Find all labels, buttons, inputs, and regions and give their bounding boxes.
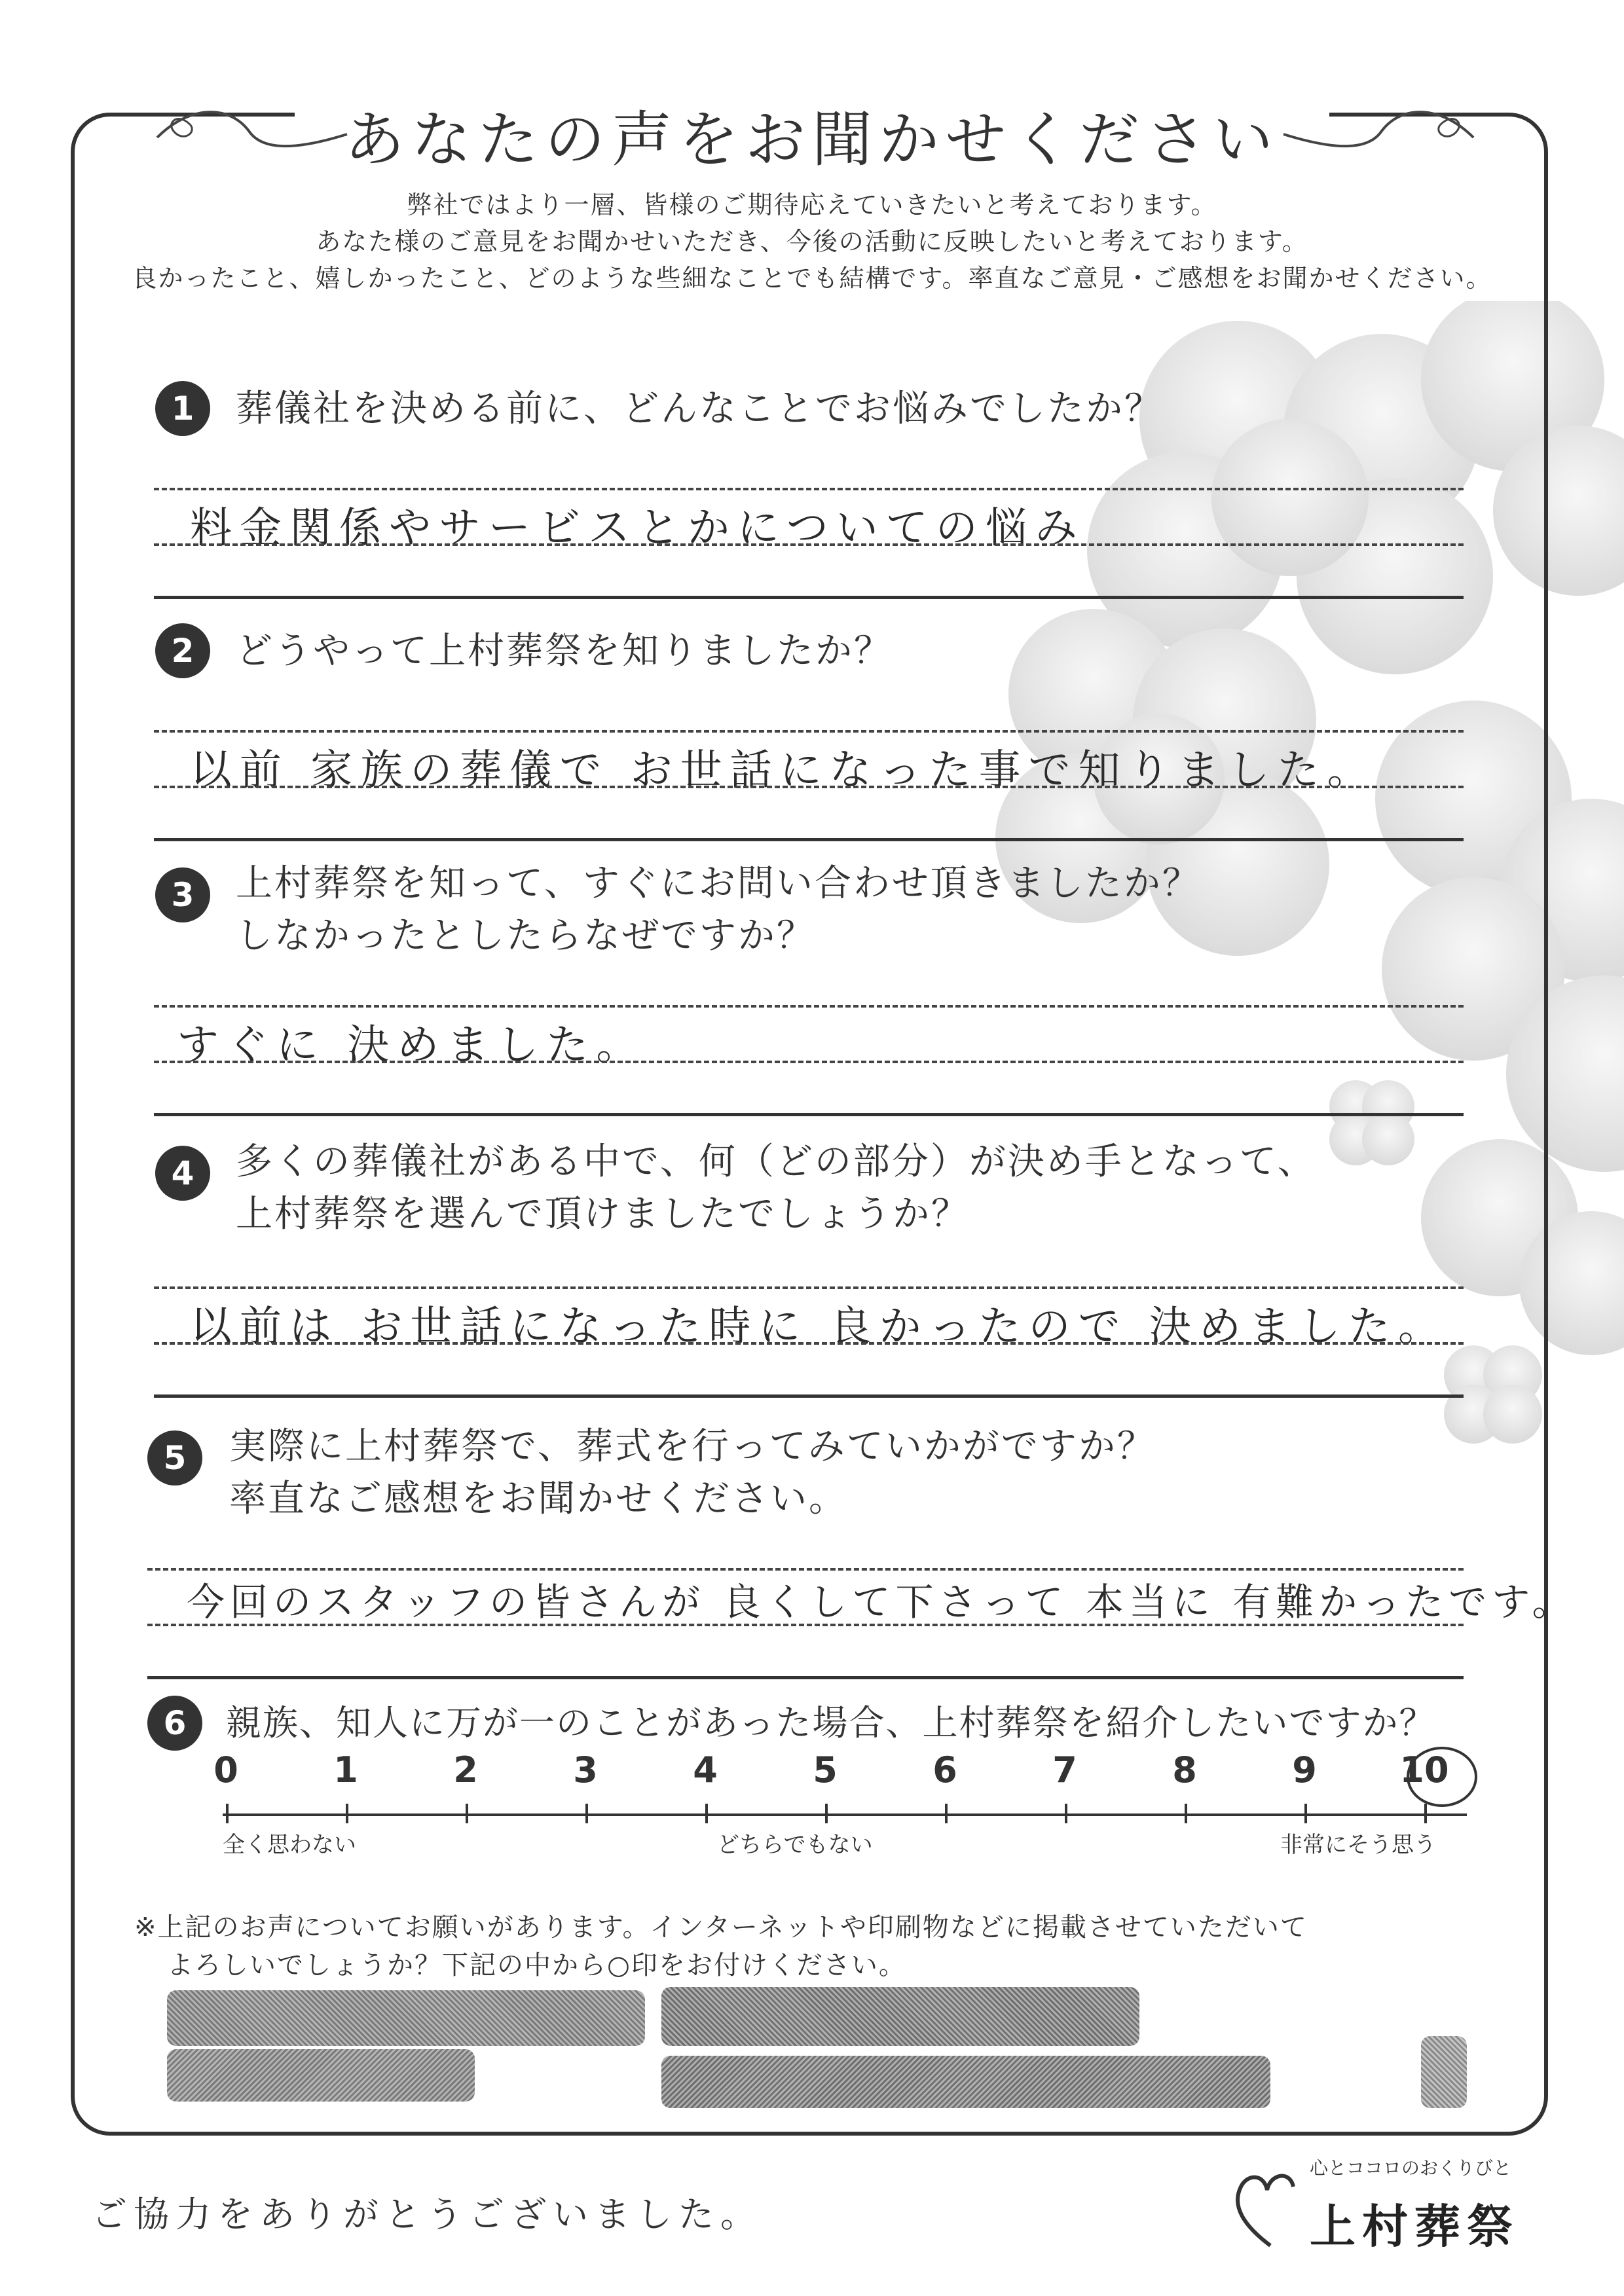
heart-logo-icon [1231, 2160, 1303, 2252]
redacted-area [661, 2056, 1270, 2108]
rating-tick [466, 1804, 468, 1823]
rating-option-0: 0 [213, 1749, 238, 1791]
rating-tick [226, 1804, 229, 1823]
redacted-area [167, 2049, 475, 2102]
question-number-badge: 4 [155, 1146, 210, 1201]
redacted-area [661, 1987, 1139, 2046]
section-divider [154, 1394, 1464, 1398]
rating-tick [346, 1804, 348, 1823]
question-text [236, 383, 1163, 435]
scale-label-mid: どちらでもない [717, 1832, 873, 1858]
thanks-message: ご協力をありがとうございました。 [92, 2194, 762, 2235]
rating-option-10: 10 [1399, 1749, 1449, 1791]
answer-guide-line [154, 1342, 1464, 1345]
intro-line: 良かったこと、嬉しかったこと、どのような些細なことでも結構です。率直なご意見・ご感想をお聞かせください。 [132, 264, 1492, 293]
question-number-badge: 1 [155, 381, 210, 436]
question-line: 率直なご感想をお聞かせください。 [229, 1478, 847, 1520]
rating-option-4: 4 [693, 1749, 718, 1791]
rating-tick [1185, 1804, 1187, 1823]
note-line: よろしいでしょうか？下記の中から○印をお付けください。 [167, 1950, 906, 1980]
answer-text: 以前は お世話になった時に 良かったので 決めました。 [190, 1303, 1449, 1351]
answer-text: 料金関係やサービスとかについての悩み [190, 504, 1085, 553]
rating-option-1: 1 [333, 1749, 358, 1791]
rating-tick [585, 1804, 588, 1823]
redacted-area [1421, 2036, 1467, 2108]
answer-guide-line [154, 786, 1464, 788]
section-divider [154, 838, 1464, 841]
rating-option-8: 8 [1172, 1749, 1197, 1791]
answer-guide-line [147, 1624, 1464, 1626]
answer-text: 以前 家族の葬儀で お世話になった事で知りました。 [190, 746, 1377, 795]
intro-line: あなた様のご意見をお聞かせいただき、今後の活動に反映したいと考えております。 [316, 227, 1308, 256]
question-line: 葬儀社を決める前に、どんなことでお悩みでしたか？ [236, 388, 1163, 430]
redacted-area [167, 1990, 645, 2046]
question-text [236, 1136, 1316, 1241]
rating-option-9: 9 [1292, 1749, 1317, 1791]
page-title: あなたの声をお聞かせください [344, 105, 1280, 175]
question-line: 実際に上村葬祭で、葬式を行ってみていかがですか？ [229, 1425, 1156, 1468]
question-number-badge: 3 [155, 867, 210, 922]
question-number-badge: 5 [147, 1430, 202, 1485]
rating-tick [1424, 1804, 1427, 1823]
section-divider [154, 596, 1464, 599]
question-text [236, 858, 1201, 962]
rating-tick [1065, 1804, 1067, 1823]
answer-guide-line [154, 543, 1464, 546]
rating-option-5: 5 [813, 1749, 838, 1791]
rating-tick [1304, 1804, 1307, 1823]
answer-text: 今回のスタッフの皆さんが 良くして下さって 本当に 有難かったです。 [187, 1580, 1576, 1624]
question-text: 親族、知人に万が一のことがあった場合、上村葬祭を紹介したいですか？ [226, 1702, 1436, 1743]
answer-guide-line [154, 488, 1464, 490]
rating-tick [705, 1804, 708, 1823]
intro-line: 弊社ではより一層、皆様のご期待応えていきたいと考えております。 [407, 191, 1217, 219]
company-logo-name: 上村葬祭 [1310, 2200, 1519, 2253]
question-text [236, 625, 893, 678]
question-line: しなかったとしたらなぜですか？ [236, 915, 815, 957]
rating-tick [945, 1804, 948, 1823]
answer-guide-line [147, 1568, 1464, 1571]
section-divider [147, 1676, 1464, 1679]
rating-tick [825, 1804, 828, 1823]
question-text [229, 1421, 1156, 1525]
answer-guide-line [154, 730, 1464, 733]
rating-option-2: 2 [453, 1749, 478, 1791]
question-line: 多くの葬儀社がある中で、何（どの部分）が決め手となって、 [236, 1140, 1316, 1183]
rating-option-3: 3 [573, 1749, 598, 1791]
rating-option-6: 6 [932, 1749, 957, 1791]
logo-tagline: 心とココロのおくりびと [1310, 2157, 1512, 2179]
rating-option-7: 7 [1052, 1749, 1077, 1791]
answer-text: すぐに 決めました。 [177, 1021, 646, 1070]
question-line: 上村葬祭を知って、すぐにお問い合わせ頂きましたか？ [236, 862, 1201, 905]
publication-permission-note [134, 1908, 1308, 1984]
question-number-badge: 2 [155, 623, 210, 678]
selected-rating-circle [1407, 1747, 1477, 1807]
scale-label-low: 全く思わない [223, 1832, 356, 1858]
note-line: ※上記のお声についてお願いがあります。インターネットや印刷物などに掲載させていただいて [134, 1912, 1308, 1942]
answer-guide-line [154, 1286, 1464, 1289]
scale-label-high: 非常にそう思う [1280, 1832, 1436, 1858]
question-line: どうやって上村葬祭を知りましたか？ [236, 630, 893, 672]
intro-text [0, 187, 1624, 297]
question-line: 上村葬祭を選んで頂けましたでしょうか？ [236, 1193, 970, 1235]
rating-scale-line [223, 1813, 1467, 1816]
question-number-badge: 6 [147, 1696, 202, 1751]
section-divider [154, 1113, 1464, 1116]
answer-guide-line [154, 1005, 1464, 1008]
answer-guide-line [154, 1061, 1464, 1063]
